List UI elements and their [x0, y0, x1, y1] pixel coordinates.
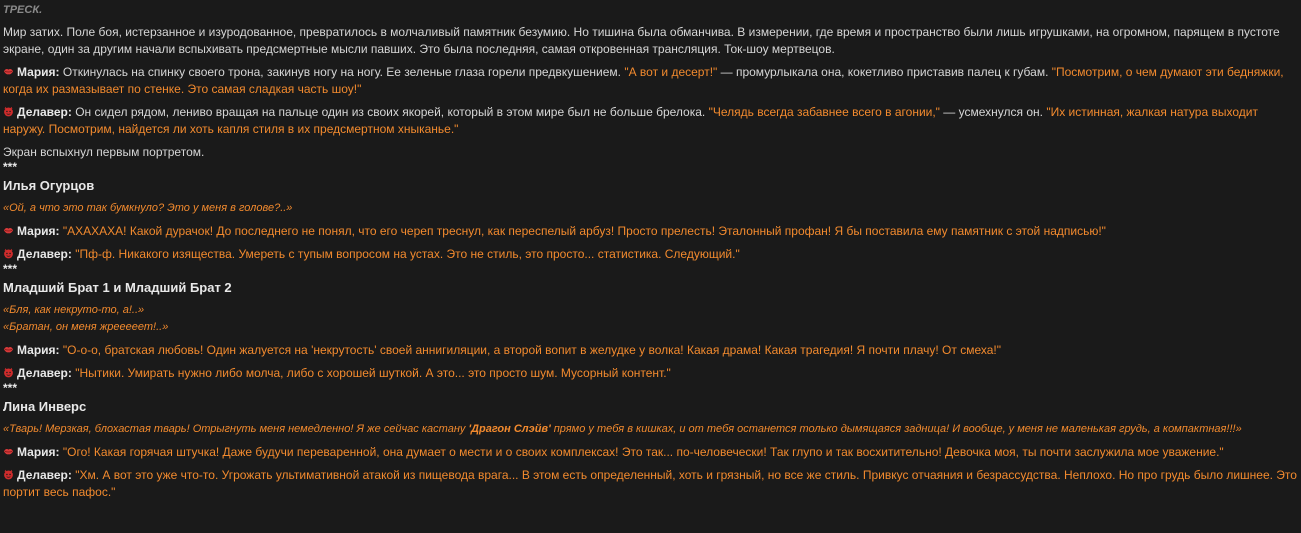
narration-text: Откинулась на спинку своего трона, закинув ногу на ногу. Ее зеленые глаза горели предвкушением.: [59, 65, 625, 79]
speaker-label: Делавер:: [17, 468, 72, 482]
speaker-label: Мария:: [17, 343, 60, 357]
speech-text: "О-о-о, братская любовь! Один жалуется на 'некрутость' своей аннигиляции, а второй вопит в желудке у волка! Какая драма! Какая трагедия! Я почти плачу! От смеха!": [62, 343, 1002, 357]
screen-line: Экран вспыхнул первым портретом.: [3, 145, 205, 159]
devil-face-icon: [3, 367, 14, 378]
speech-text: "Ого! Какая горячая штучка! Даже будучи переваренной, она думает о мести и о своих комплексах! Это так... по-человечески! Так глупо и так восхитительно! Девочка моя, ты почти заслужила мое уважение.": [62, 445, 1224, 459]
delaver-comment: [3, 365, 1298, 382]
devil-face-icon: [3, 469, 14, 480]
speaker-label: Делавер:: [17, 366, 72, 380]
victim-quote: «Бля, как некруто-то, а!..»: [3, 304, 145, 316]
speaker-label: Мария:: [17, 445, 60, 459]
speaker-label: Делавер:: [17, 105, 72, 119]
devil-face-icon: [3, 106, 14, 117]
speech-text: "Посмотрим, о чем думают эти бедняжки, когда их размазывает по стенке. Это самая сладкая часть шоу!": [3, 65, 1284, 96]
victim-quote: «Ой, а что это так бумкнуло? Это у меня в голове?..»: [3, 202, 293, 214]
maria-comment: [3, 223, 1298, 240]
quote-text: прямо у тебя в кишках, и от тебя останется только дымящаяся задница! И вообще, у меня не маленькая грудь, а компактная!!!»: [550, 423, 1242, 435]
narration-text: — промурлыкала она, кокетливо приставив палец к губам.: [717, 65, 1052, 79]
separator: ***: [3, 160, 18, 174]
speech-text: "А вот и десерт!": [624, 65, 718, 79]
intro-faded-line: ТРЕСК.: [3, 4, 43, 16]
speech-text: "Нытики. Умирать нужно либо молча, либо с хорошей шуткой. А это... это просто шум. Мусорный контент.": [75, 366, 671, 380]
speech-text: "АХАХАХА! Какой дурачок! До последнего не понял, что его череп треснул, как переспелый арбуз! Просто прелесть! Эталонный профан! Я бы поставила ему памятник с этой надписью!": [62, 224, 1106, 238]
victim-name: Младший Брат 1 и Младший Брат 2: [3, 280, 232, 295]
maria-comment: [3, 342, 1298, 359]
speaker-label: Делавер:: [17, 247, 72, 261]
victim-name: Илья Огурцов: [3, 178, 95, 193]
speech-text: "Челядь всегда забавнее всего в агонии,": [708, 105, 940, 119]
maria-intro-line: [3, 64, 1298, 98]
spell-name: 'Драгон Слэйв': [468, 423, 551, 435]
narration-text: — усмехнулся он.: [939, 105, 1047, 119]
victim-quote: [3, 421, 1298, 438]
lips-icon: [3, 446, 14, 457]
speech-text: "Хм. А вот это уже что-то. Угрожать ультимативной атакой из пищевода врага... В этом есть определенный, хоть и грязный, но все же стиль. Привкус отчаяния и безрассудства. Неплохо. Но про грудь было лишнее. Это портит весь пафос.": [3, 468, 1297, 499]
victim-quote: «Братан, он меня жрееееет!..»: [3, 321, 169, 333]
delaver-comment: [3, 467, 1298, 501]
speech-text: "Пф-ф. Никакого изящества. Умереть с тупым вопросом на устах. Это не стиль, это просто... статистика. Следующий.": [75, 247, 740, 261]
delaver-intro-line: [3, 104, 1298, 138]
lips-icon: [3, 225, 14, 236]
narration-text: Он сидел рядом, лениво вращая на пальце один из своих якорей, который в этом мире был не больше брелока.: [71, 105, 709, 119]
devil-face-icon: [3, 248, 14, 259]
speech-text: "Их истинная, жалкая натура выходит наружу. Посмотрим, найдется ли хоть капля стиля в их предсмертном хныканье.": [3, 105, 1258, 136]
maria-comment: [3, 444, 1298, 461]
separator: ***: [3, 381, 18, 395]
lips-icon: [3, 344, 14, 355]
lips-icon: [3, 66, 14, 77]
separator: ***: [3, 262, 18, 276]
speaker-label: Мария:: [17, 65, 60, 79]
intro-paragraph: Мир затих. Поле боя, истерзанное и изуродованное, превратилось в молчаливый памятник безумию. Но тишина была обманчива. В измерении, где время и пространство были лишь игрушками, на огромном, парящем в пустоте экране, один за другим начали вспыхивать предсмертные мысли павших. Это была последняя, самая откровенная трансляция. Ток-шоу мертвецов.: [3, 25, 1280, 56]
victim-name: Лина Инверс: [3, 399, 87, 414]
delaver-comment: [3, 246, 1298, 263]
quote-text: «Тварь! Мерзкая, блохастая тварь! Отрыгнуть меня немедленно! Я же сейчас кастану: [3, 423, 469, 435]
speaker-label: Мария:: [17, 224, 60, 238]
